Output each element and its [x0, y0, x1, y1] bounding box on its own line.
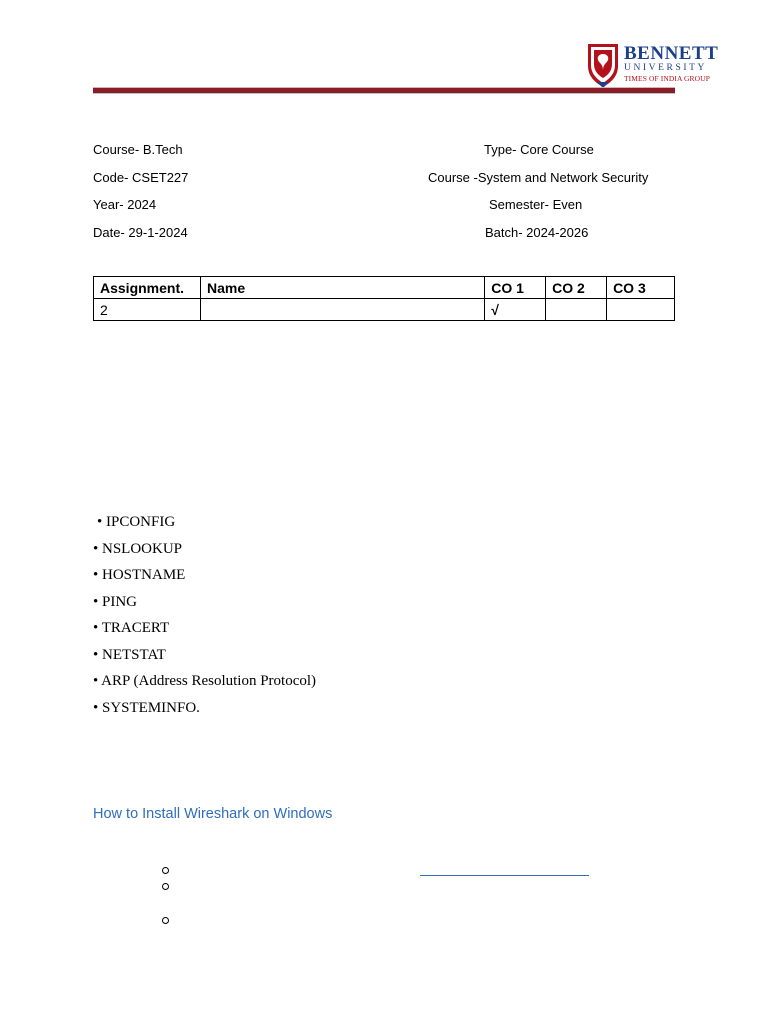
list-item: • HOSTNAME [93, 567, 186, 583]
logo-subtitle: UNIVERSITY [624, 63, 707, 73]
table-row [94, 299, 675, 321]
year-label: Year- 2024 [93, 197, 157, 212]
table-header-row [94, 277, 675, 299]
header-rule [93, 87, 675, 94]
course-outcome-table [93, 276, 675, 321]
header-name: Name [200, 277, 484, 299]
list-item: • ARP (Address Resolution Protocol) [93, 673, 317, 689]
list-item: • NSLOOKUP [93, 540, 183, 557]
section-heading: How to Install Wireshark on Windows [93, 806, 333, 822]
university-logo [586, 42, 719, 90]
circle-bullet-icon [162, 883, 169, 890]
batch-label: Batch- 2024-2026 [485, 225, 589, 240]
date-label: Date- 29-1-2024 [93, 225, 188, 240]
hyperlink-underline[interactable] [420, 875, 589, 876]
logo-name: BENNETT [624, 43, 719, 64]
cell-assignment: 2 [94, 299, 201, 321]
cell-co3 [607, 299, 675, 321]
circle-bullet-icon [162, 867, 169, 874]
code-label: Code- CSET227 [93, 170, 189, 185]
header-assignment: Assignment. [94, 277, 201, 299]
type-label: Type- Core Course [484, 142, 594, 157]
list-item: • IPCONFIG [97, 514, 176, 530]
logo-group: TIMES OF INDIA GROUP [624, 74, 710, 83]
cell-name [200, 299, 484, 321]
header-co2: CO 2 [546, 277, 607, 299]
semester-label: Semester- Even [489, 197, 583, 212]
course-label: Course- B.Tech [93, 142, 183, 157]
list-item: • PING [93, 593, 138, 610]
command-list [93, 513, 316, 725]
cell-co1: √ [485, 299, 546, 321]
header-co3: CO 3 [607, 277, 675, 299]
list-item: • TRACERT [93, 620, 170, 636]
cell-co2 [546, 299, 607, 321]
course-name-label: Course -System and Network Security [428, 170, 649, 185]
header-co1: CO 1 [485, 277, 546, 299]
circle-bullet-icon [162, 917, 169, 924]
list-item: • SYSTEMINFO. [93, 699, 200, 716]
list-item: • NETSTAT [93, 646, 166, 663]
shield-logo-icon [586, 42, 620, 88]
